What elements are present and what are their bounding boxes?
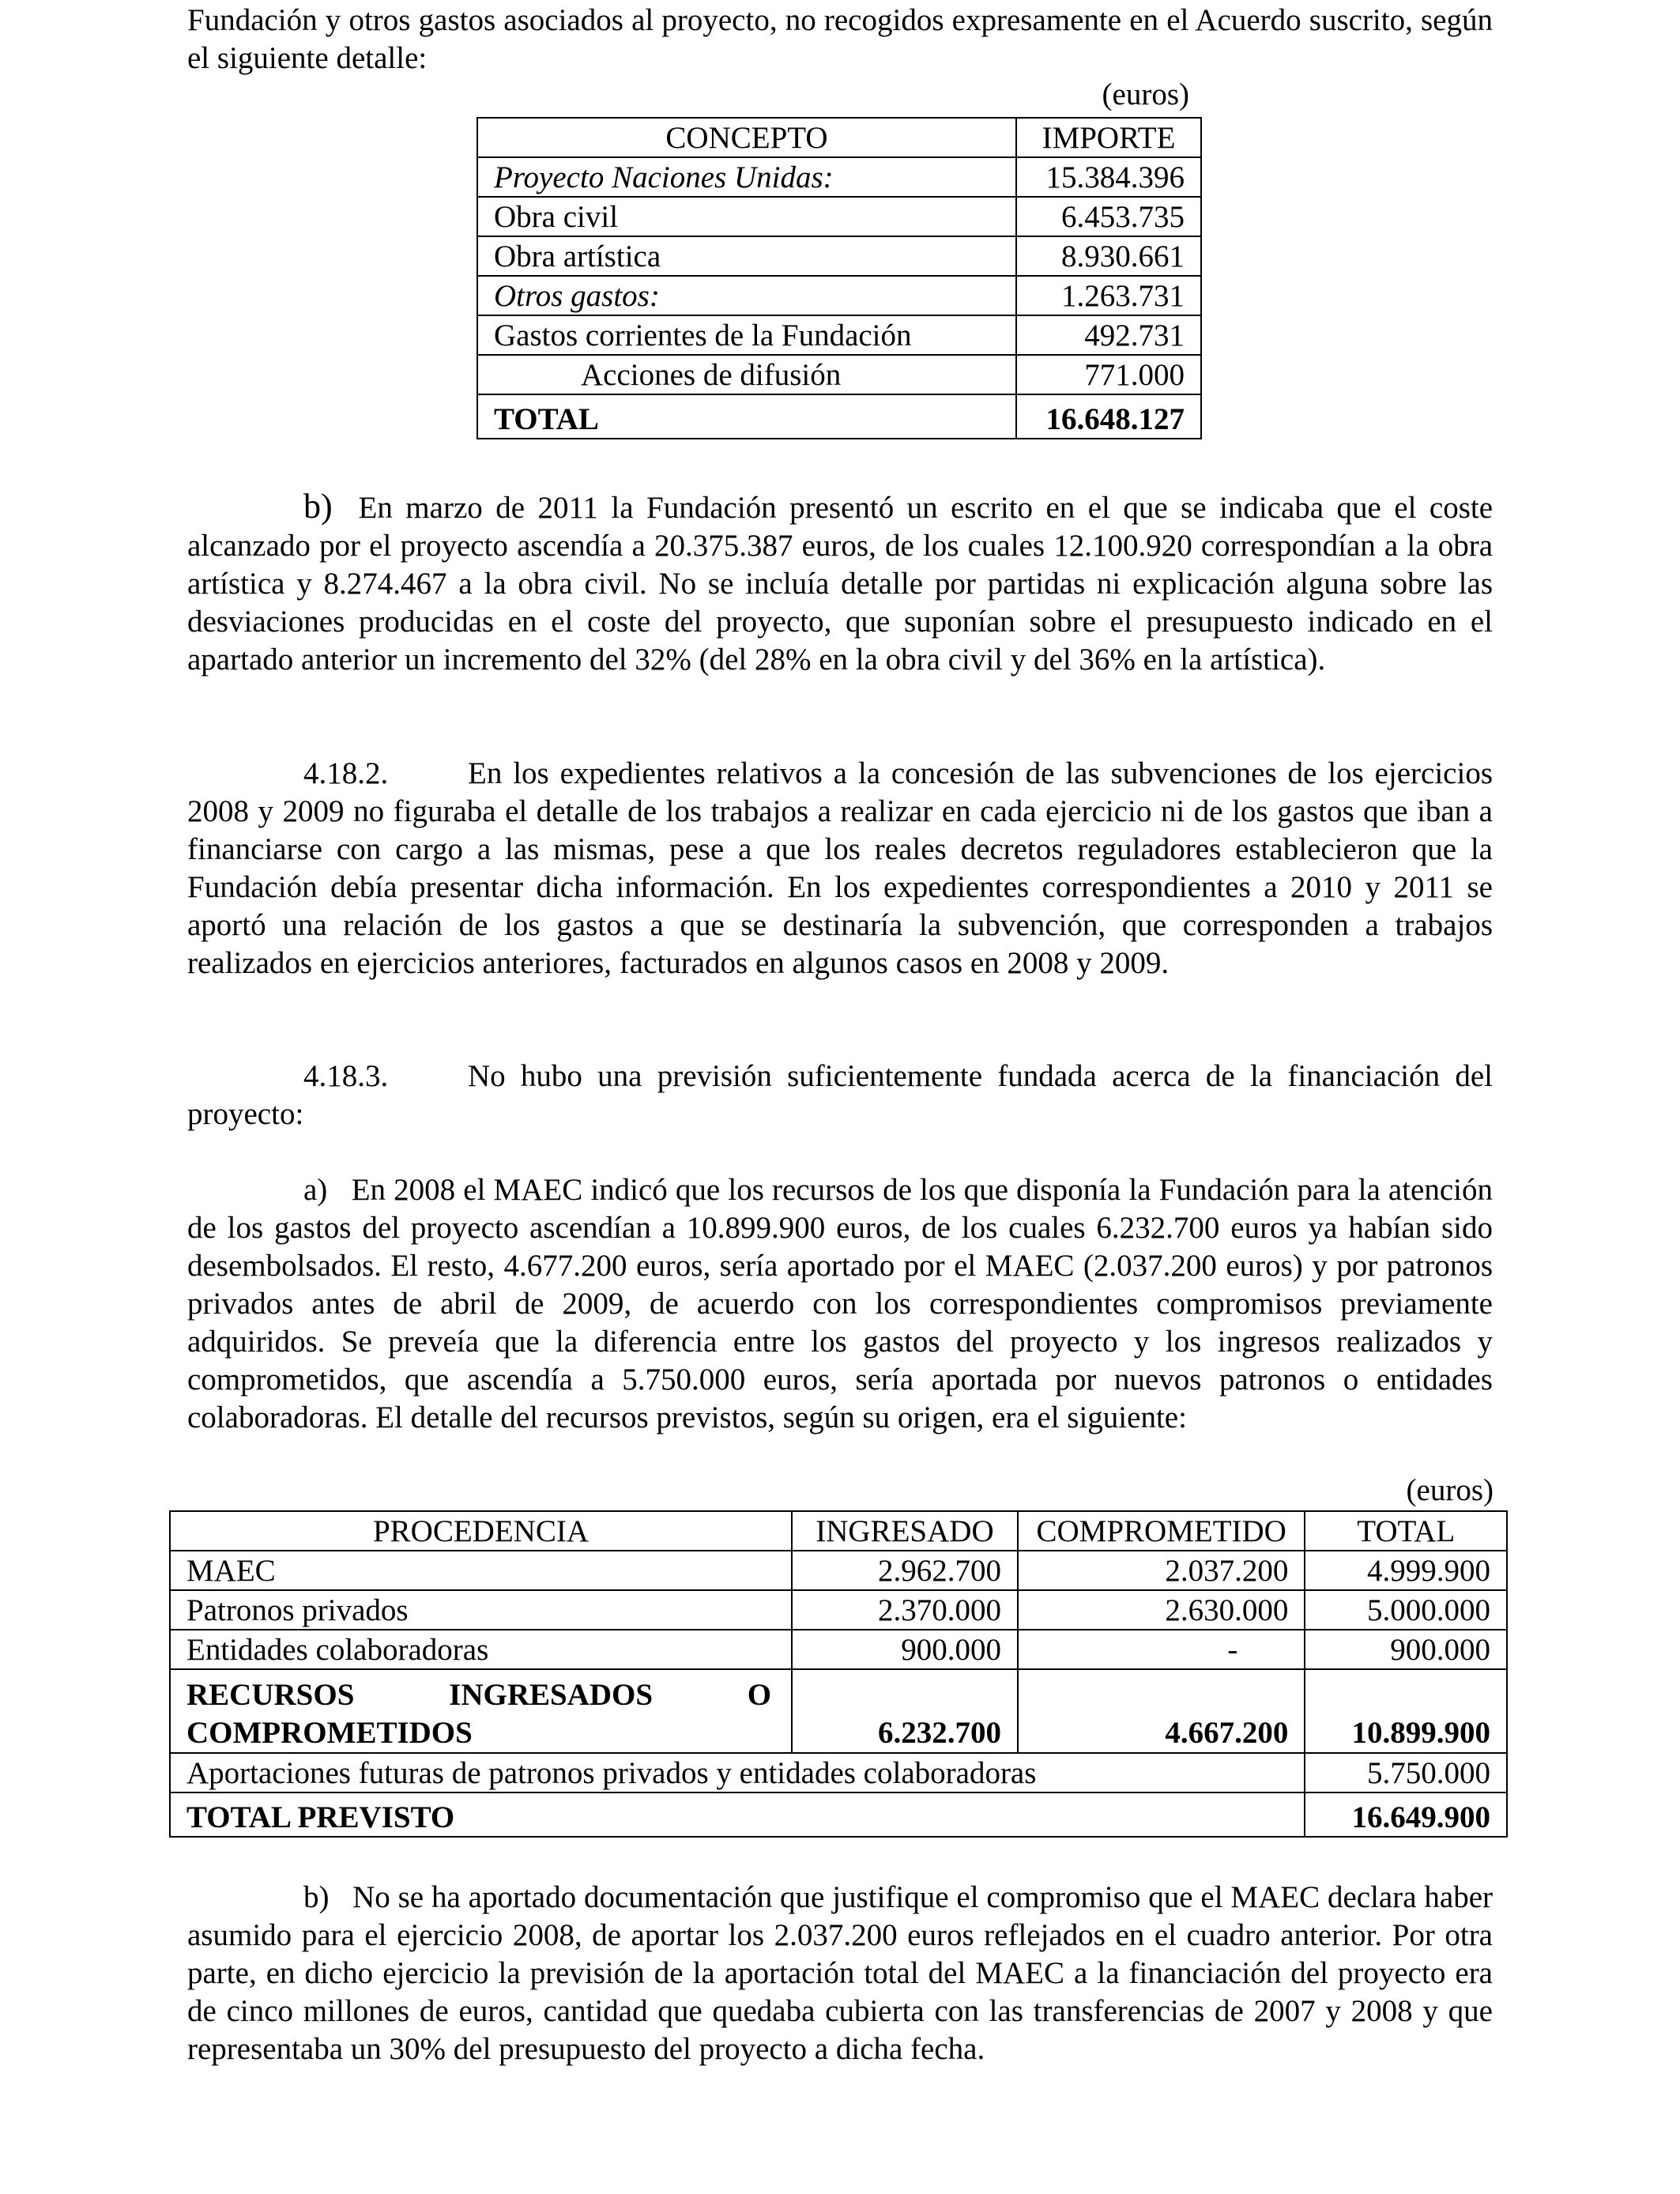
header-comprometido: COMPROMETIDO	[1018, 1511, 1305, 1551]
grand-total-label: TOTAL PREVISTO	[170, 1793, 1305, 1837]
total-cell: 4.999.900	[1305, 1551, 1507, 1590]
concept-cell: Acciones de difusión	[477, 355, 1016, 394]
table-row	[477, 315, 1201, 355]
amount-cell: 6.453.735	[1016, 197, 1201, 236]
paragraph-a-resources	[187, 1171, 1493, 1437]
paragraph-text: No se ha aportado documentación que justifique el compromiso que el MAEC declara haber asumido para el ejercicio 2008, de aportar los 2.037.200 euros reflejados en el cuadro anterior. Por otra parte, en dicho ejercicio la previsión de la aportación total del MAEC a la financiación del proyecto era de cinco millones de euros, cantidad que quedaba cubierta con las transferencias de 2007 y 2008 y que representaba un 30% del presupuesto del proyecto a dicha fecha.	[187, 1880, 1493, 2066]
concept-cell: Obra civil	[477, 197, 1016, 236]
paragraph-text: En marzo de 2011 la Fundación presentó un escrito en el que se indicaba que el coste alcanzado por el proyecto ascendía a 20.375.387 euros, de los cuales 12.100.920 correspondían a la obra artística y 8.274.467 a la obra civil. No se incluía detalle por partidas ni explicación alguna sobre las desviaciones producidas en el coste del proyecto, que suponían sobre el presupuesto indicado en el apartado anterior un incremento del 32% (del 28% en la obra civil y del 36% en la artística).	[187, 491, 1494, 677]
table-row	[477, 355, 1201, 394]
funding-table	[169, 1510, 1508, 1838]
paragraph-label: 4.18.3.	[303, 1059, 389, 1093]
grand-total-amount: 16.649.900	[1305, 1793, 1507, 1837]
amount-cell: 15.384.396	[1016, 157, 1201, 197]
concept-cell: Gastos corrientes de la Fundación	[477, 315, 1016, 355]
total-amount: 16.648.127	[1016, 394, 1201, 439]
paragraph-b-commitment	[187, 1879, 1493, 2068]
table1-unit: (euros)	[1102, 77, 1189, 111]
subtotal-comprometido: 4.667.200	[1018, 1669, 1305, 1753]
subtotal-label-line2: COMPROMETIDOS	[186, 1716, 473, 1750]
table2-unit: (euros)	[1406, 1473, 1494, 1507]
concept-cell: Otros gastos:	[477, 276, 1016, 315]
table-subtotal-row	[170, 1669, 1507, 1753]
subtotal-label-line1	[186, 1676, 775, 1714]
ingresado-cell: 2.962.700	[792, 1551, 1018, 1590]
source-cell: MAEC	[170, 1551, 792, 1590]
comprometido-cell: -	[1018, 1630, 1305, 1669]
future-total: 5.750.000	[1305, 1753, 1507, 1793]
comprometido-cell: 2.630.000	[1018, 1590, 1305, 1630]
header-procedencia: PROCEDENCIA	[170, 1511, 792, 1551]
ingresado-cell: 2.370.000	[792, 1590, 1018, 1630]
table-row	[170, 1753, 1507, 1793]
paragraph-b-cost	[187, 488, 1493, 679]
paragraph-text: En los expedientes relativos a la concesión de las subvenciones de los ejercicios 2008 y 2009 no figuraba el detalle de los trabajos a realizar en cada ejercicio ni de los gastos que iban a financiarse con cargo a las mismas, pese a que los reales decretos reguladores establecieron que la Fundación debía presentar dicha información. En los expedientes correspondientes a 2010 y 2011 se aportó una relación de los gastos a que se destinaría la subvención, que corresponden a trabajos realizados en ejercicios anteriores, facturados en algunos casos en 2008 y 2009.	[187, 756, 1493, 980]
total-label: TOTAL	[477, 394, 1016, 439]
header-importe: IMPORTE	[1016, 118, 1201, 157]
table-row	[170, 1590, 1507, 1630]
header-concepto: CONCEPTO	[477, 118, 1016, 157]
total-cell: 5.000.000	[1305, 1590, 1507, 1630]
subtotal-ingresado: 6.232.700	[792, 1669, 1018, 1753]
table-row	[477, 236, 1201, 276]
amount-cell: 492.731	[1016, 315, 1201, 355]
amount-cell: 8.930.661	[1016, 236, 1201, 276]
table-total-row	[477, 394, 1201, 439]
paragraph-text: En 2008 el MAEC indicó que los recursos de los que disponía la Fundación para la atención de los gastos del proyecto ascendían a 10.899.900 euros, de los cuales 6.232.700 euros ya habían sido desembolsados. El resto, 4.677.200 euros, sería aportado por el MAEC (2.037.200 euros) y por patronos privados antes de abril de 2009, de acuerdo con los correspondientes compromisos previamente adquiridos. Se preveía que la diferencia entre los gastos del proyecto y los ingresos realizados y comprometidos, que ascendía a 5.750.000 euros, sería aportada por nuevos patronos o entidades colaboradoras. El detalle del recursos previstos, según su origen, era el siguiente:	[187, 1173, 1493, 1434]
ingresado-cell: 900.000	[792, 1630, 1018, 1669]
amount-cell: 771.000	[1016, 355, 1201, 394]
table-header-row	[170, 1511, 1507, 1551]
table-row	[477, 276, 1201, 315]
table-row	[477, 197, 1201, 236]
paragraph-text: No hubo una previsión suficientemente fundada acerca de la financiación del proyecto:	[187, 1059, 1493, 1131]
total-cell: 900.000	[1305, 1630, 1507, 1669]
header-ingresado: INGRESADO	[792, 1511, 1018, 1551]
concept-cell: Obra artística	[477, 236, 1016, 276]
table-row	[477, 157, 1201, 197]
table-row	[170, 1630, 1507, 1669]
table-grand-total-row	[170, 1793, 1507, 1837]
concept-cell: Proyecto Naciones Unidas:	[477, 157, 1016, 197]
intro-paragraph: Fundación y otros gastos asociados al proyecto, no recogidos expresamente en el Acuerdo suscrito, según el siguiente detalle:	[187, 3, 1493, 75]
paragraph-label: b)	[303, 1880, 330, 1914]
header-total: TOTAL	[1305, 1511, 1507, 1551]
paragraph-label: a)	[303, 1173, 328, 1207]
table-row	[170, 1551, 1507, 1590]
source-cell: Patronos privados	[170, 1590, 792, 1630]
paragraph-4-18-3	[187, 1057, 1493, 1133]
table-header-row	[477, 118, 1201, 157]
budget-table	[477, 117, 1202, 439]
amount-cell: 1.263.731	[1016, 276, 1201, 315]
paragraph-label: b)	[303, 487, 333, 526]
future-label: Aportaciones futuras de patronos privados y entidades colaboradoras	[170, 1753, 1305, 1793]
source-cell: Entidades colaboradoras	[170, 1630, 792, 1669]
paragraph-4-18-2	[187, 755, 1493, 982]
subtotal-label	[170, 1669, 792, 1753]
subtotal-total: 10.899.900	[1305, 1669, 1507, 1753]
paragraph-label: 4.18.2.	[303, 756, 389, 790]
comprometido-cell: 2.037.200	[1018, 1551, 1305, 1590]
subtotal-label-words: RECURSOS INGRESADOS O	[186, 1678, 772, 1712]
